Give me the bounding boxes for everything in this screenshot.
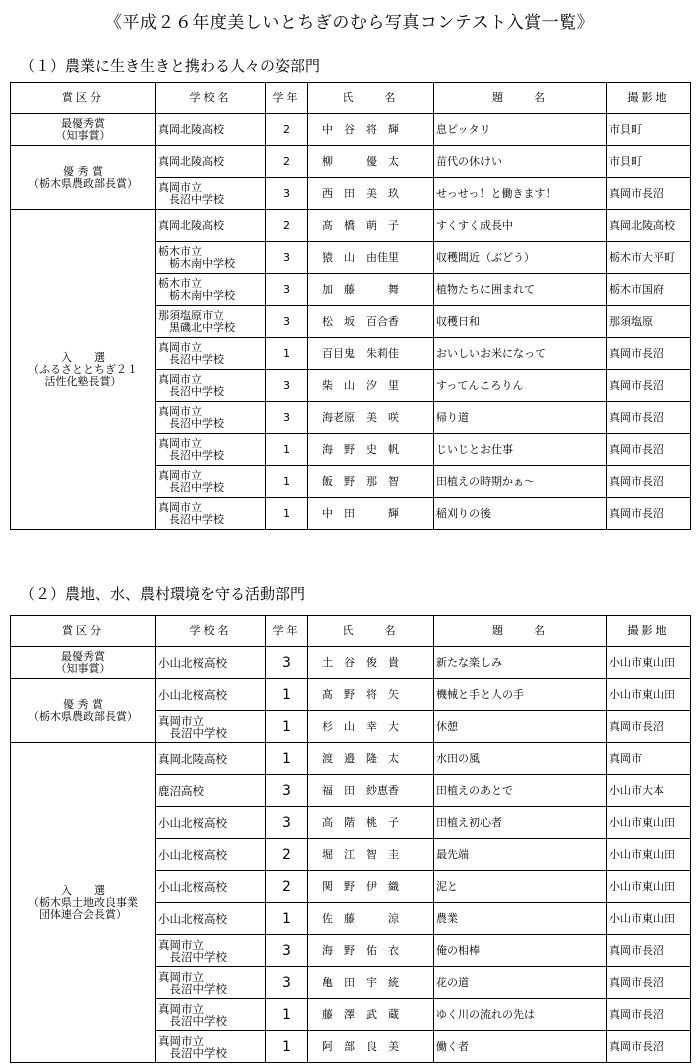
- location-cell: 小山市東山田: [607, 903, 691, 935]
- student-name-cell: 高 階 桃 子: [308, 807, 434, 839]
- location-cell: 真岡市長沼: [607, 370, 691, 402]
- school-cell: 栃木市立 栃木南中学校: [156, 274, 266, 306]
- award-category-cell: 優 秀 賞 （栃木県農政部長賞）: [11, 146, 156, 210]
- student-name-cell: 中 田 輝: [308, 498, 434, 530]
- photo-title-cell: 田植えの時期かぁ～: [434, 466, 607, 498]
- location-cell: 小山市東山田: [607, 871, 691, 903]
- grade-cell: 1: [266, 999, 308, 1031]
- header-title: 題 名: [434, 83, 607, 114]
- header-location: 撮影地: [607, 83, 691, 114]
- grade-cell: 1: [266, 1031, 308, 1063]
- school-cell: 真岡市立 長沼中学校: [156, 935, 266, 967]
- grade-cell: 3: [266, 647, 308, 679]
- header-location: 撮影地: [607, 616, 691, 647]
- photo-title-cell: ゆく川の流れの先は: [434, 999, 607, 1031]
- grade-cell: 1: [266, 679, 308, 711]
- location-cell: 真岡市長沼: [607, 935, 691, 967]
- location-cell: 真岡市長沼: [607, 711, 691, 743]
- table-row: [11, 210, 691, 242]
- school-cell: 小山北桜高校: [156, 679, 266, 711]
- location-cell: 市貝町: [607, 146, 691, 178]
- location-cell: 栃木市大平町: [607, 242, 691, 274]
- table-header-row: [11, 616, 691, 647]
- school-cell: 真岡市立 長沼中学校: [156, 466, 266, 498]
- location-cell: 真岡市長沼: [607, 999, 691, 1031]
- student-name-cell: 亀 田 宇 統: [308, 967, 434, 999]
- table-row: [11, 647, 691, 679]
- location-cell: 真岡市長沼: [607, 434, 691, 466]
- section-heading-2: （２）農地、水、農村環境を守る活動部門: [20, 585, 306, 603]
- award-category-cell: 最優秀賞 （知事賞）: [11, 647, 156, 679]
- header-grade: 学年: [266, 83, 308, 114]
- photo-title-cell: せっせっ！と働きます！: [434, 178, 607, 210]
- student-name-cell: 百目鬼 朱莉佳: [308, 338, 434, 370]
- school-cell: 小山北桜高校: [156, 903, 266, 935]
- school-cell: 真岡北陵高校: [156, 210, 266, 242]
- header-award: 賞区分: [11, 616, 156, 647]
- student-name-cell: 飯 野 那 智: [308, 466, 434, 498]
- school-cell: 真岡市立 長沼中学校: [156, 402, 266, 434]
- location-cell: 真岡市長沼: [607, 498, 691, 530]
- photo-title-cell: じいじとお仕事: [434, 434, 607, 466]
- school-cell: 小山北桜高校: [156, 839, 266, 871]
- grade-cell: 2: [266, 210, 308, 242]
- school-cell: 真岡北陵高校: [156, 114, 266, 146]
- photo-title-cell: 最先端: [434, 839, 607, 871]
- student-name-cell: 堀 江 智 圭: [308, 839, 434, 871]
- location-cell: 小山市東山田: [607, 647, 691, 679]
- photo-title-cell: 田植えのあとで: [434, 775, 607, 807]
- school-cell: 那須塩原市立 黒磯北中学校: [156, 306, 266, 338]
- location-cell: 真岡市長沼: [607, 402, 691, 434]
- school-cell: 栃木市立 栃木南中学校: [156, 242, 266, 274]
- grade-cell: 3: [266, 935, 308, 967]
- section-heading-1: （１）農業に生き生きと携わる人々の姿部門: [20, 57, 321, 75]
- location-cell: 小山市東山田: [607, 839, 691, 871]
- location-cell: 小山市東山田: [607, 807, 691, 839]
- photo-title-cell: 休憩: [434, 711, 607, 743]
- student-name-cell: 西 田 美 玖: [308, 178, 434, 210]
- student-name-cell: 海 野 史 帆: [308, 434, 434, 466]
- school-cell: 真岡市立 長沼中学校: [156, 434, 266, 466]
- student-name-cell: 中 谷 将 輝: [308, 114, 434, 146]
- grade-cell: 3: [266, 775, 308, 807]
- school-cell: 真岡北陵高校: [156, 146, 266, 178]
- photo-title-cell: 泥と: [434, 871, 607, 903]
- table-row: [11, 146, 691, 178]
- school-cell: 小山北桜高校: [156, 871, 266, 903]
- student-name-cell: 杉 山 幸 大: [308, 711, 434, 743]
- header-title: 題 名: [434, 616, 607, 647]
- photo-title-cell: 帰り道: [434, 402, 607, 434]
- grade-cell: 1: [266, 711, 308, 743]
- photo-title-cell: 水田の風: [434, 743, 607, 775]
- photo-title-cell: すってんころりん: [434, 370, 607, 402]
- location-cell: 真岡市長沼: [607, 1031, 691, 1063]
- award-category-cell: 優 秀 賞 （栃木県農政部長賞）: [11, 679, 156, 743]
- grade-cell: 3: [266, 370, 308, 402]
- location-cell: 市貝町: [607, 114, 691, 146]
- location-cell: 那須塩原: [607, 306, 691, 338]
- student-name-cell: 海 野 佑 衣: [308, 935, 434, 967]
- table-row: [11, 114, 691, 146]
- grade-cell: 1: [266, 903, 308, 935]
- location-cell: 小山市東山田: [607, 679, 691, 711]
- student-name-cell: 海老原 美 咲: [308, 402, 434, 434]
- school-cell: 真岡市立 長沼中学校: [156, 1031, 266, 1063]
- school-cell: 真岡市立 長沼中学校: [156, 711, 266, 743]
- student-name-cell: 土 谷 俊 貴: [308, 647, 434, 679]
- student-name-cell: 柴 山 汐 里: [308, 370, 434, 402]
- table-header-row: [11, 83, 691, 114]
- table-row: [11, 679, 691, 711]
- student-name-cell: 松 坂 百合香: [308, 306, 434, 338]
- school-cell: 小山北桜高校: [156, 807, 266, 839]
- photo-title-cell: 稲刈りの後: [434, 498, 607, 530]
- photo-title-cell: 植物たちに囲まれて: [434, 274, 607, 306]
- location-cell: 真岡市長沼: [607, 178, 691, 210]
- table-row: [11, 743, 691, 775]
- location-cell: 真岡北陵高校: [607, 210, 691, 242]
- grade-cell: 1: [266, 434, 308, 466]
- student-name-cell: 加 藤 舞: [308, 274, 434, 306]
- photo-title-cell: 俺の相棒: [434, 935, 607, 967]
- student-name-cell: 渡 邉 隆 太: [308, 743, 434, 775]
- header-name: 氏 名: [308, 83, 434, 114]
- student-name-cell: 福 田 紗恵香: [308, 775, 434, 807]
- header-school: 学校名: [156, 616, 266, 647]
- photo-title-cell: 新たな楽しみ: [434, 647, 607, 679]
- photo-title-cell: 田植え初心者: [434, 807, 607, 839]
- grade-cell: 3: [266, 402, 308, 434]
- awards-table-1: [10, 82, 691, 530]
- location-cell: 真岡市長沼: [607, 338, 691, 370]
- photo-title-cell: 収穫間近（ぶどう）: [434, 242, 607, 274]
- grade-cell: 3: [266, 274, 308, 306]
- school-cell: 真岡市立 長沼中学校: [156, 178, 266, 210]
- grade-cell: 3: [266, 178, 308, 210]
- award-category-cell: 入 選 （ふるさととちぎ２１ 活性化塾長賞）: [11, 210, 156, 530]
- student-name-cell: 阿 部 良 美: [308, 1031, 434, 1063]
- school-cell: 真岡市立 長沼中学校: [156, 370, 266, 402]
- student-name-cell: 関 野 伊 織: [308, 871, 434, 903]
- school-cell: 真岡市立 長沼中学校: [156, 498, 266, 530]
- student-name-cell: 佐 藤 涼: [308, 903, 434, 935]
- location-cell: 真岡市長沼: [607, 466, 691, 498]
- location-cell: 小山市大本: [607, 775, 691, 807]
- photo-title-cell: 機械と手と人の手: [434, 679, 607, 711]
- photo-title-cell: すくすく成長中: [434, 210, 607, 242]
- student-name-cell: 柳 優 太: [308, 146, 434, 178]
- grade-cell: 2: [266, 114, 308, 146]
- school-cell: 鹿沼高校: [156, 775, 266, 807]
- photo-title-cell: 息ピッタリ: [434, 114, 607, 146]
- student-name-cell: 髙 野 将 矢: [308, 679, 434, 711]
- page-title: 《平成２６年度美しいとちぎのむら写真コンテスト入賞一覧》: [104, 13, 595, 33]
- school-cell: 真岡北陵高校: [156, 743, 266, 775]
- photo-title-cell: 苗代の休けい: [434, 146, 607, 178]
- header-name: 氏 名: [308, 616, 434, 647]
- school-cell: 真岡市立 長沼中学校: [156, 967, 266, 999]
- grade-cell: 3: [266, 306, 308, 338]
- student-name-cell: 藤 澤 武 蔵: [308, 999, 434, 1031]
- school-cell: 真岡市立 長沼中学校: [156, 999, 266, 1031]
- grade-cell: 2: [266, 871, 308, 903]
- header-award: 賞区分: [11, 83, 156, 114]
- location-cell: 真岡市長沼: [607, 967, 691, 999]
- grade-cell: 1: [266, 743, 308, 775]
- grade-cell: 3: [266, 807, 308, 839]
- location-cell: 栃木市国府: [607, 274, 691, 306]
- photo-title-cell: 農業: [434, 903, 607, 935]
- student-name-cell: 髙 橋 萌 子: [308, 210, 434, 242]
- student-name-cell: 猿 山 由佳里: [308, 242, 434, 274]
- location-cell: 真岡市: [607, 743, 691, 775]
- grade-cell: 3: [266, 242, 308, 274]
- grade-cell: 3: [266, 967, 308, 999]
- photo-title-cell: 収穫日和: [434, 306, 607, 338]
- grade-cell: 2: [266, 146, 308, 178]
- grade-cell: 2: [266, 839, 308, 871]
- grade-cell: 1: [266, 338, 308, 370]
- awards-table-2: [10, 615, 691, 1063]
- grade-cell: 1: [266, 498, 308, 530]
- header-grade: 学年: [266, 616, 308, 647]
- award-category-cell: 最優秀賞 （知事賞）: [11, 114, 156, 146]
- header-school: 学校名: [156, 83, 266, 114]
- award-category-cell: 入 選 （栃木県土地改良事業 団体連合会長賞）: [11, 743, 156, 1063]
- photo-title-cell: 働く者: [434, 1031, 607, 1063]
- photo-title-cell: 花の道: [434, 967, 607, 999]
- grade-cell: 1: [266, 466, 308, 498]
- school-cell: 真岡市立 長沼中学校: [156, 338, 266, 370]
- school-cell: 小山北桜高校: [156, 647, 266, 679]
- photo-title-cell: おいしいお米になって: [434, 338, 607, 370]
